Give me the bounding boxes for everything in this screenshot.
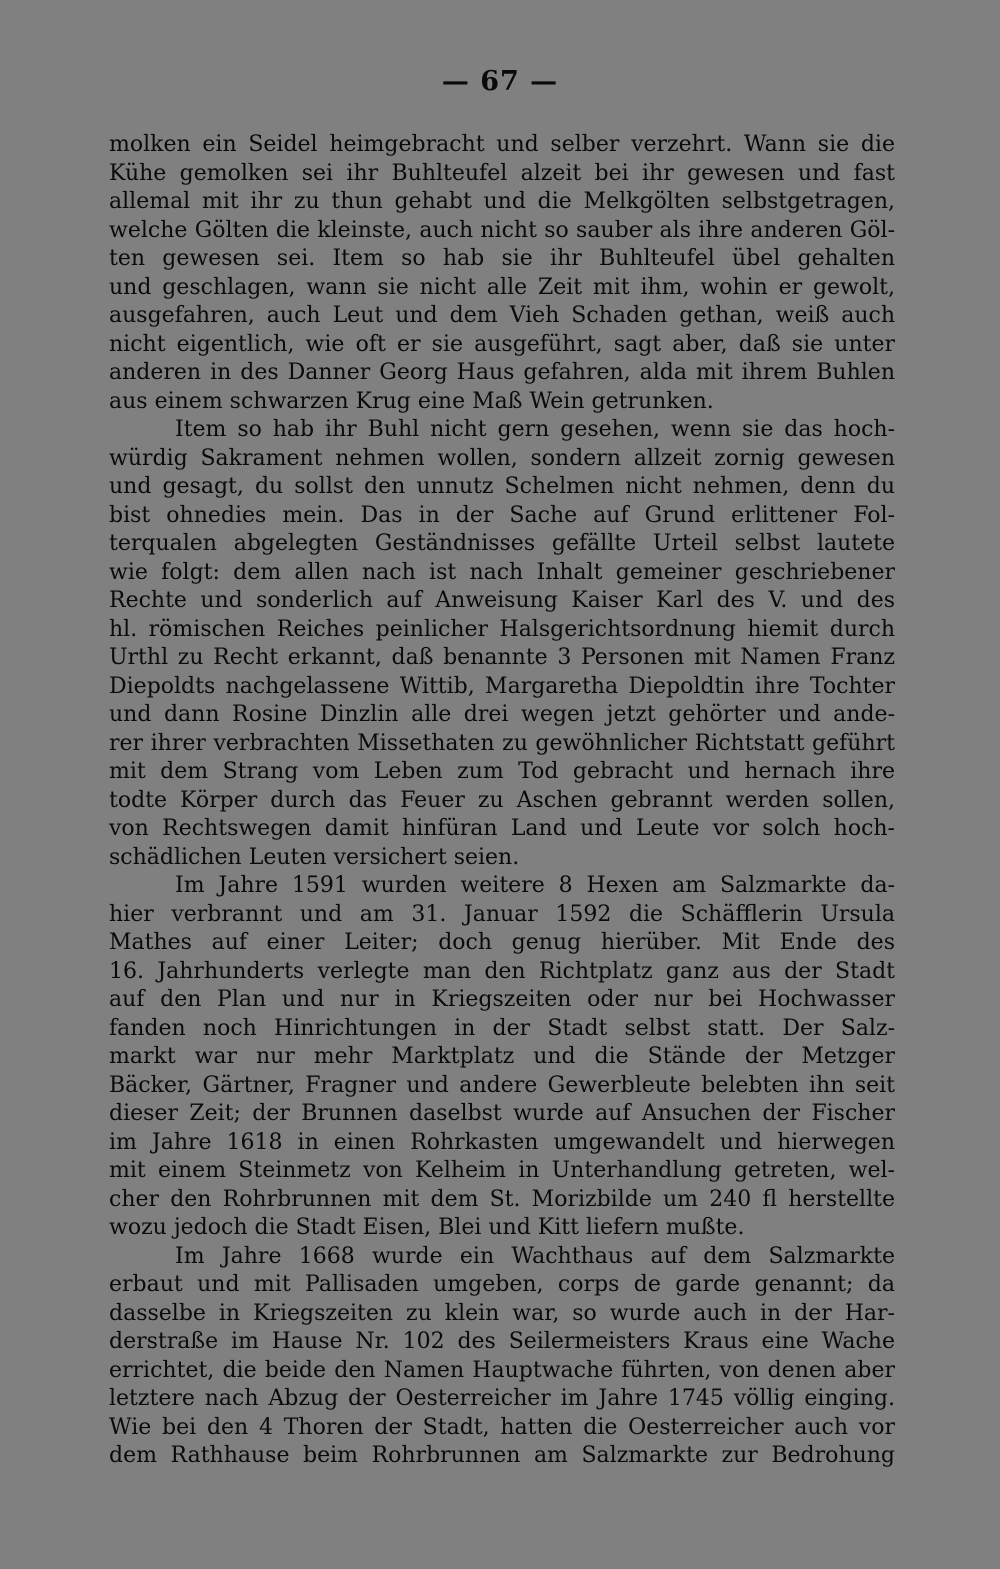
text-line: rer ihrer verbrachten Missethaten zu gewöhnlicher Richtstatt geführt [109,730,895,756]
text-line: im Jahre 1618 in einen Rohrkasten umgewandelt und hierwegen [109,1129,895,1155]
text-line: ten gewesen sei. Item so hab sie ihr Buhlteufel übel gehalten [109,246,895,271]
text-line: hl. römischen Reiches peinlicher Halsgerichtsordnung hiemit durch [109,616,895,642]
text-line: dieser Zeit; der Brunnen daselbst wurde auf Ansuchen der Fischer [109,1101,895,1126]
text-line: terqualen abgelegten Geständnisses gefällte Urteil selbst lautete [109,531,895,556]
text-line: Item so hab ihr Buhl nicht gern gesehen, wenn sie das hoch- [175,417,895,442]
text-line: allemal mit ihr zu thun gehabt und die Melkgölten selbstgetragen, [109,189,895,214]
text-line: errichtet, die beide den Namen Hauptwache führten, von denen aber [109,1357,895,1383]
text-line: aus einem schwarzen Krug eine Maß Wein getrunken. [109,388,714,414]
text-line: Diepoldts nachgelassene Wittib, Margaretha Diepoldtin ihre Tochter [109,673,895,699]
text-line: anderen in des Danner Georg Haus gefahren, alda mit ihrem Buhlen [109,360,895,385]
text-line: und geschlagen, wann sie nicht alle Zeit mit ihm, wohin er gewolt, [109,274,895,300]
text-line: Im Jahre 1591 wurden weitere 8 Hexen am Salzmarkte da- [175,873,895,898]
text-line: erbaut und mit Pallisaden umgeben, corps de garde genannt; da [109,1272,895,1297]
text-line: hier verbrannt und am 31. Januar 1592 die Schäfflerin Ursula [109,901,895,927]
text-line: molken ein Seidel heimgebracht und selber verzehrt. Wann sie die [109,132,895,157]
text-line: bist ohnedies mein. Das in der Sache auf Grund erlittener Fol- [109,502,895,528]
text-line: letztere nach Abzug der Oesterreicher im Jahre 1745 völlig einging. [109,1386,895,1411]
text-line: wozu jedoch die Stadt Eisen, Blei und Kitt liefern mußte. [109,1215,745,1240]
text-line: und gesagt, du sollst den unnutz Schelmen nicht nehmen, denn du [109,474,895,499]
text-line: dem Rathhause beim Rohrbrunnen am Salzmarkte zur Bedrohung [109,1443,895,1468]
text-line: würdig Sakrament nehmen wollen, sondern allzeit zornig gewesen [109,445,895,471]
text-line: derstraße im Hause Nr. 102 des Seilermeisters Kraus eine Wache [109,1329,895,1354]
text-line: cher den Rohrbrunnen mit dem St. Morizbilde um 240 fl herstellte [109,1186,895,1212]
text-line: nicht eigentlich, wie oft er sie ausgeführt, sagt aber, daß sie unter [109,331,895,357]
text-line: Rechte und sonderlich auf Anweisung Kaiser Karl des V. und des [109,588,895,613]
text-line: schädlichen Leuten versichert seien. [109,844,520,870]
text-line: von Rechtswegen damit hinfüran Land und Leute vor solch hoch- [109,816,895,841]
text-line: mit dem Strang vom Leben zum Tod gebracht und hernach ihre [109,759,895,784]
text-line: und dann Rosine Dinzlin alle drei wegen jetzt gehörter und ande- [109,702,895,727]
text-line: 16. Jahrhunderts verlegte man den Richtplatz ganz aus der Stadt [109,958,895,984]
text-line: Bäcker, Gärtner, Fragner und andere Gewerbleute belebten ihn seit [109,1072,895,1098]
text-line: fanden noch Hinrichtungen in der Stadt selbst statt. Der Salz- [109,1015,895,1041]
text-line: Mathes auf einer Leiter; doch genug hierüber. Mit Ende des [109,930,895,955]
text-line: ausgefahren, auch Leut und dem Vieh Schaden gethan, weiß auch [109,303,895,328]
text-line: mit einem Steinmetz von Kelheim in Unterhandlung getreten, wel- [109,1158,895,1183]
text-line: Wie bei den 4 Thoren der Stadt, hatten die Oesterreicher auch vor [109,1414,895,1440]
body-text [109,131,895,1471]
text-line: wie folgt: dem allen nach ist nach Inhalt gemeiner geschriebener [109,559,895,585]
page-number: — 67 — [441,66,559,97]
text-line: todte Körper durch das Feuer zu Aschen gebrannt werden sollen, [109,787,895,813]
text-line: welche Gölten die kleinste, auch nicht so sauber als ihre anderen Göl- [109,217,895,243]
text-line: Kühe gemolken sei ihr Buhlteufel alzeit bei ihr gewesen und fast [109,160,895,186]
text-line: Urthl zu Recht erkannt, daß benannte 3 Personen mit Namen Franz [109,645,895,670]
text-line: Im Jahre 1668 wurde ein Wachthaus auf dem Salzmarkte [175,1243,895,1269]
text-line: dasselbe in Kriegszeiten zu klein war, so wurde auch in der Har- [109,1300,895,1326]
text-line: auf den Plan und nur in Kriegszeiten oder nur bei Hochwasser [109,987,895,1012]
text-line: markt war nur mehr Marktplatz und die Stände der Metzger [109,1044,895,1069]
